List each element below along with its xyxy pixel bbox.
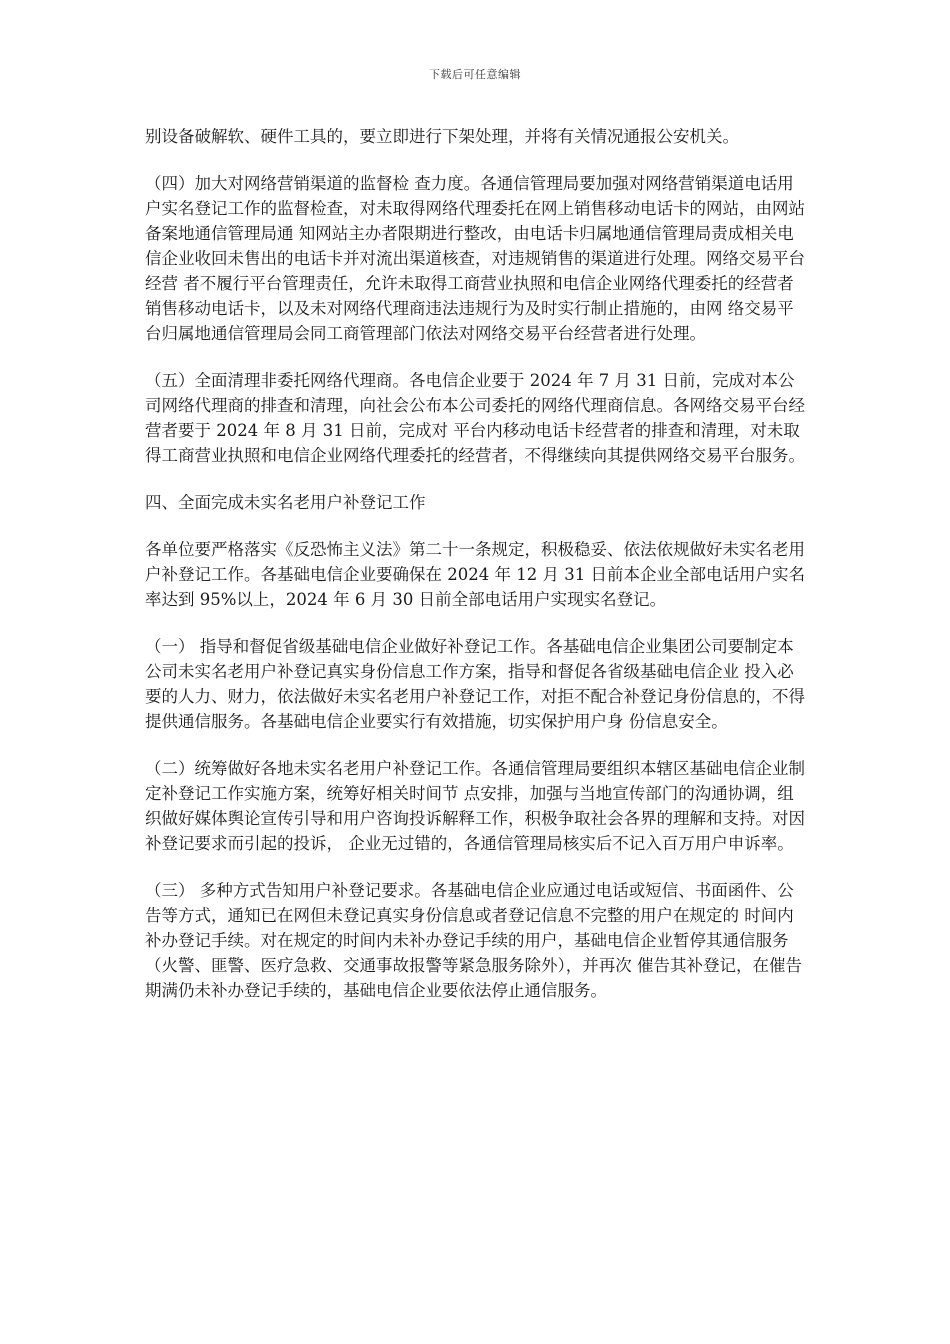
document-body	[145, 124, 810, 1003]
section-heading-4: 四、全面完成未实名老用户补登记工作	[145, 493, 426, 512]
paragraph-section-intro: 各单位要严格落实《反恐怖主义法》第二十一条规定，积极稳妥、依法依规做好未实名老用户补登记工作。各基础电信企业要确保在 2024 年 12 月 31 日前本企业全部电话用户实名率达到 95%以上，2024 年 6 月 30 日前全部电话用户实现实名登记。	[145, 540, 805, 609]
paragraph-item-4: （四）加大对网络营销渠道的监督检 查力度。各通信管理局要加强对网络营销渠道电话用户实名登记工作的监督检查，对未取得网络代理委托在网上销售移动电话卡的网站，由网站备案地通信管理局通 知网站主办者限期进行整改，由电话卡归属地通信管理局责成相关电信企业收回未售出的电话卡并对流出渠道核查，对违规销售的渠道进行处理。网络交易平台经营 者不履行平台管理责任，允许未取得工商营业执照和电信企业网络代理委托的经营者销售移动电话卡，以及未对网络代理商违法违规行为及时实行制止措施的，由网 络交易平台归属地通信管理局会同工商管理部门依法对网络交易平台经营者进行处理。	[145, 174, 805, 343]
paragraph-sub-3: （三） 多种方式告知用户补登记要求。各基础电信企业应通过电话或短信、书面函件、公告等方式，通知已在网但未登记真实身份信息或者登记信息不完整的用户在规定的 时间内补办登记手续。对在规定的时间内未补办登记手续的用户，基础电信企业暂停其通信服务（火警、匪警、医疗急救、交通事故报警等紧急服务除外），并再次 催告其补登记，在催告期满仍未补办登记手续的，基础电信企业要依法停止通信服务。	[145, 881, 802, 1000]
paragraph-sub-2: （二）统筹做好各地未实名老用户补登记工作。各通信管理局要组织本辖区基础电信企业制定补登记工作实施方案，统筹好相关时间节 点安排，加强与当地宣传部门的沟通协调，组织做好媒体舆论宣传引导和用户咨询投诉解释工作，积极争取社会各界的理解和支持。对因补登记要求而引起的投诉， 企业无过错的，各通信管理局核实后不记入百万用户申诉率。	[145, 759, 805, 853]
page-header: 下载后可任意编辑	[429, 68, 521, 81]
paragraph-item-5: （五）全面清理非委托网络代理商。各电信企业要于 2024 年 7 月 31 日前，完成对本公司网络代理商的排查和清理，向社会公布本公司委托的网络代理商信息。各网络交易平台经营者要于 2024 年 8 月 31 日前，完成对 平台内移动电话卡经营者的排查和清理，对未取得工商营业执照和电信企业网络代理委托的经营者，不得继续向其提供网络交易平台服务。	[145, 371, 805, 465]
paragraph-sub-1: （一） 指导和督促省级基础电信企业做好补登记工作。各基础电信企业集团公司要制定本公司未实名老用户补登记真实身份信息工作方案，指导和督促各省级基础电信企业 投入必要的人力、财力，依法做好未实名老用户补登记工作，对拒不配合补登记身份信息的，不得提供通信服务。各基础电信企业要实行有效措施，切实保护用户身 份信息安全。	[145, 637, 805, 731]
paragraph-continuation: 别设备破解软、硬件工具的，要立即进行下架处理，并将有关情况通报公安机关。	[145, 127, 739, 146]
